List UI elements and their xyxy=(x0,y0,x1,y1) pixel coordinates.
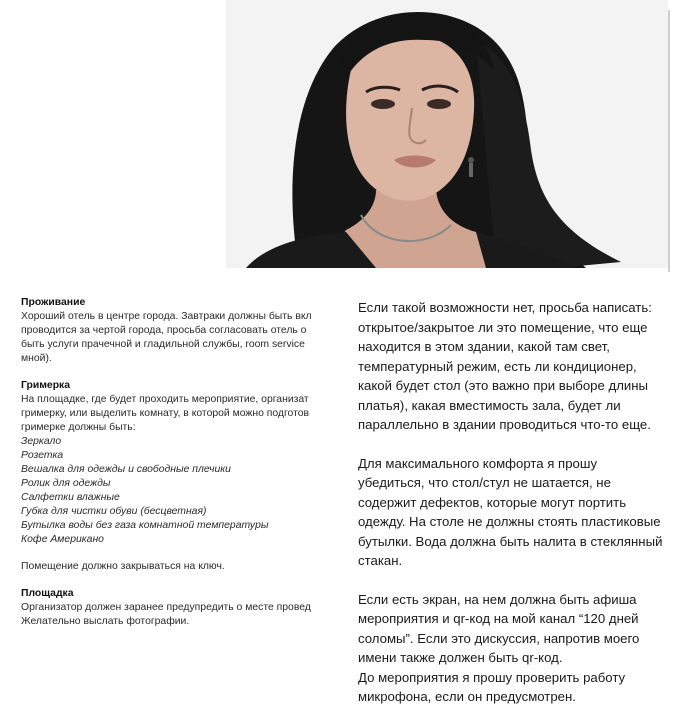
page-edge-line xyxy=(668,10,670,272)
section-heading-dressing-room: Гримерка xyxy=(21,380,71,391)
text-line: убедиться, что стол/стул не шатается, не xyxy=(358,475,611,490)
text-line: открытое/закрытое ли это помещение, что еще xyxy=(358,319,648,335)
list-item: Кофе Американо xyxy=(21,534,104,545)
portrait-photo xyxy=(226,0,668,268)
text-line: Организатор должен заранее предупредить о месте провед xyxy=(21,602,311,613)
text-line: соломы”. Если это дискуссия, напротив моего xyxy=(358,630,640,646)
text-line: мной). xyxy=(21,353,52,364)
text-line: Если есть экран, на нем должна быть афиша xyxy=(358,591,637,607)
section-heading-accommodation: Проживание xyxy=(21,297,86,308)
list-item: Ролик для одежды xyxy=(21,478,111,489)
list-item: Вешалка для одежды и свободные плечики xyxy=(21,464,231,475)
right-column xyxy=(358,298,676,707)
text-line: микрофона, если он предусмотрен. xyxy=(358,689,576,704)
text-line: бутылки. Вода должна быть налита в стеклянный xyxy=(358,533,663,549)
text-line: На площадке, где будет проходить мероприятие, организат xyxy=(21,394,309,405)
list-item: Салфетки влажные xyxy=(21,492,120,503)
text-line: Хороший отель в центре города. Завтраки должны быть вкл xyxy=(21,311,312,322)
portrait-illustration xyxy=(226,0,668,268)
text-line: содержит дефектов, которые могут портить xyxy=(358,494,627,510)
text-line: имени также должен быть qr-код. xyxy=(358,650,563,665)
text-line: находится в этом здании, какой там свет, xyxy=(358,339,610,354)
text-line: какой будет стол (это важно при выборе длины xyxy=(358,378,649,393)
text-line: мероприятия и qr-код на мой канал “120 дней xyxy=(358,611,639,626)
text-line: быть услуги прачечной и гладильной службы, room service xyxy=(21,339,305,350)
text-line: гримерку, или выделить комнату, в которой можно подготов xyxy=(21,408,310,419)
text-line: Если такой возможности нет, просьба написать: xyxy=(358,300,652,315)
text-line: одежду. На столе не должны стоять пластиковые xyxy=(358,514,661,529)
text-line: гримерке должны быть: xyxy=(21,422,136,433)
list-item: Бутылка воды без газа комнатной температуры xyxy=(21,520,269,531)
list-item: Губка для чистки обуви (бесцветная) xyxy=(21,506,207,517)
text-line: параллельно в здании проводиться что-то еще. xyxy=(358,417,651,432)
text-line: Желательно выслать фотографии. xyxy=(21,616,190,627)
text-line: платья), какая вместимость зала, будет ли xyxy=(358,397,621,413)
dressing-room-note: Помещение должно закрываться на ключ. xyxy=(21,561,225,572)
section-heading-venue: Площадка xyxy=(21,588,74,599)
list-item: Розетка xyxy=(21,450,64,461)
left-column xyxy=(21,296,331,680)
text-line: До мероприятия я прошу проверить работу xyxy=(358,669,626,685)
text-line: стакан. xyxy=(358,553,403,568)
list-item: Зеркало xyxy=(21,436,62,447)
text-line: Для максимального комфорта я прошу xyxy=(358,455,598,471)
text-line: проводится за чертой города, просьба согласовать отель о xyxy=(21,325,307,336)
text-line: температурный режим, есть ли кондиционер, xyxy=(358,358,637,374)
